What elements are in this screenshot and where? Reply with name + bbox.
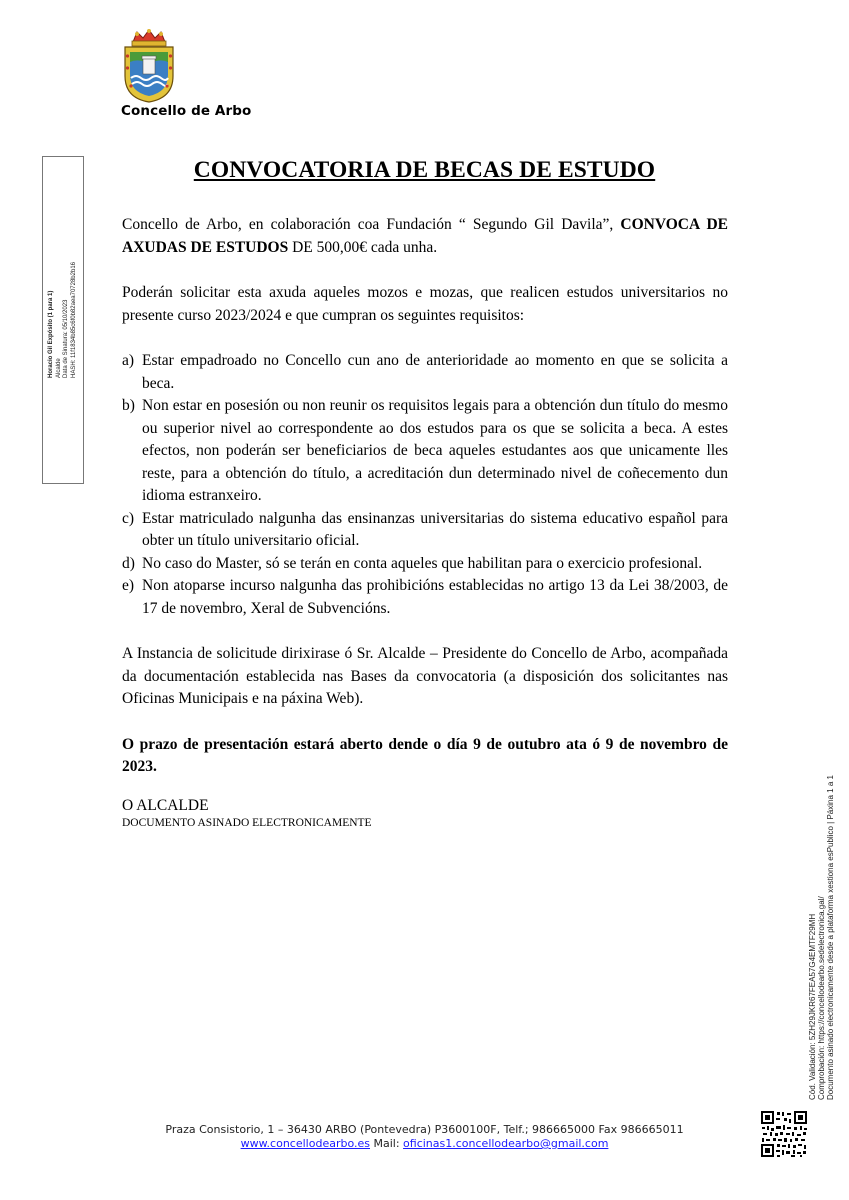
intro-bold-text: CONVOCA DE AXUDAS DE ESTUDOS [122,216,728,256]
list-item [122,508,728,553]
list-letter: a) [122,352,135,369]
list-item-text: Estar matriculado nalgunha das ensinanzas universitarias do sistema educativo español para obter un título universitario oficial. [142,509,728,549]
signature-box [42,156,84,484]
application-paragraph: A Instancia de solicitude dirixirase ó Sr. Alcalde – Presidente do Concello de Arbo, acompañada da documentación establecida nas Bases da convocatoria (a disposición dos solicitantes nas Oficinas Municipais e na páxina Web). [122,645,728,707]
list-item [122,395,728,508]
list-item-text: Non estar en posesión ou non reunir os requisitos legais para a obtención dun título do mesmo ou superior nivel ao correspondente ao dos estudos para os que se solicita a beca. A estes efectos, non poderán ser beneficiarios de beca aqueles estudantes aos que unicamente lles reste, para a obtención do título, a acreditación dun determinado nivel de coñecemento dun idioma estranxeiro. [142,397,728,504]
document-title: CONVOCATORIA DE BECAS DE ESTUDO [193,157,656,183]
list-item-text: No caso do Master, só se terán en conta aqueles que habilitan para o exercicio profesional. [142,554,703,572]
footer [0,1123,849,1151]
list-letter: b) [122,397,135,414]
list-letter: c) [122,509,135,527]
signer-role: Alcalde [55,358,62,378]
org-name: Concello de Arbo [121,103,252,119]
validation-text [808,775,835,1100]
footer-address: Praza Consistorio, 1 – 36430 ARBO (Pontevedra) P3600100F, Telf.; 986665000 Fax 986665011 [165,1123,684,1136]
deadline-paragraph: O prazo de presentación estará aberto dende o día 9 de outubro ata ó 9 de novembro de 2023. [122,735,728,775]
coat-of-arms-icon [119,28,179,103]
intro-text: Concello de Arbo, en colaboración coa Fundación “ Segundo Gil Davila”, [122,216,621,233]
validation-code: Cód. Validación: 5ZH29JKR67FEA57G4EMTF29MH [808,913,817,1100]
signature-date: Data de Sinatura: 05/10/2023 [63,299,69,378]
signature-stamp-text [48,262,78,378]
list-letter: e) [122,577,135,594]
intro-paragraph [122,214,728,259]
footer-contact [0,1137,849,1151]
list-item [122,575,728,620]
signed-electronically-note: DOCUMENTO ASINADO ELECTRONICAMENTE [122,816,372,829]
list-item [122,350,728,395]
document-body [122,214,728,830]
signature-hash: HASH: 11f1834b85c6f0b82aea70728b2b16 [70,262,77,378]
list-item [122,553,728,576]
signer-name: Horacio Gil Expósito (1 para 1) [48,290,54,378]
mail-label: Mail: [370,1137,404,1150]
list-item-text: Non atoparse incurso nalgunha das prohibicións establecidas no artigo 13 da Lei 38/2003, de 17 de novembro, Xeral de Subvencións. [142,577,728,617]
requirements-list [122,350,728,620]
validation-url: Comprobación: https://concellodearbo.sedelectronica.gal/ [817,896,826,1100]
list-letter: d) [122,554,135,572]
website-link[interactable]: www.concellodearbo.es [240,1137,370,1150]
intro-amount: DE 500,00€ cada unha. [292,238,438,256]
validation-note: Documento asinado electronicamente desde a plataforma xestiona esPublico | Páxina 1 a 1 [826,775,835,1100]
email-link[interactable]: oficinas1.concellodearbo@gmail.com [403,1137,609,1150]
requirements-intro: Poderán solicitar esta axuda aqueles mozos e mozas, que realicen estudos universitarios no presente curso 2023/2024 e que cumpran os seguintes requisitos: [122,284,728,324]
signer-title: O ALCALDE [122,796,209,814]
list-item-text: Estar empadroado no Concello cun ano de anterioridade ao momento en que se solicita a beca. [142,352,728,392]
